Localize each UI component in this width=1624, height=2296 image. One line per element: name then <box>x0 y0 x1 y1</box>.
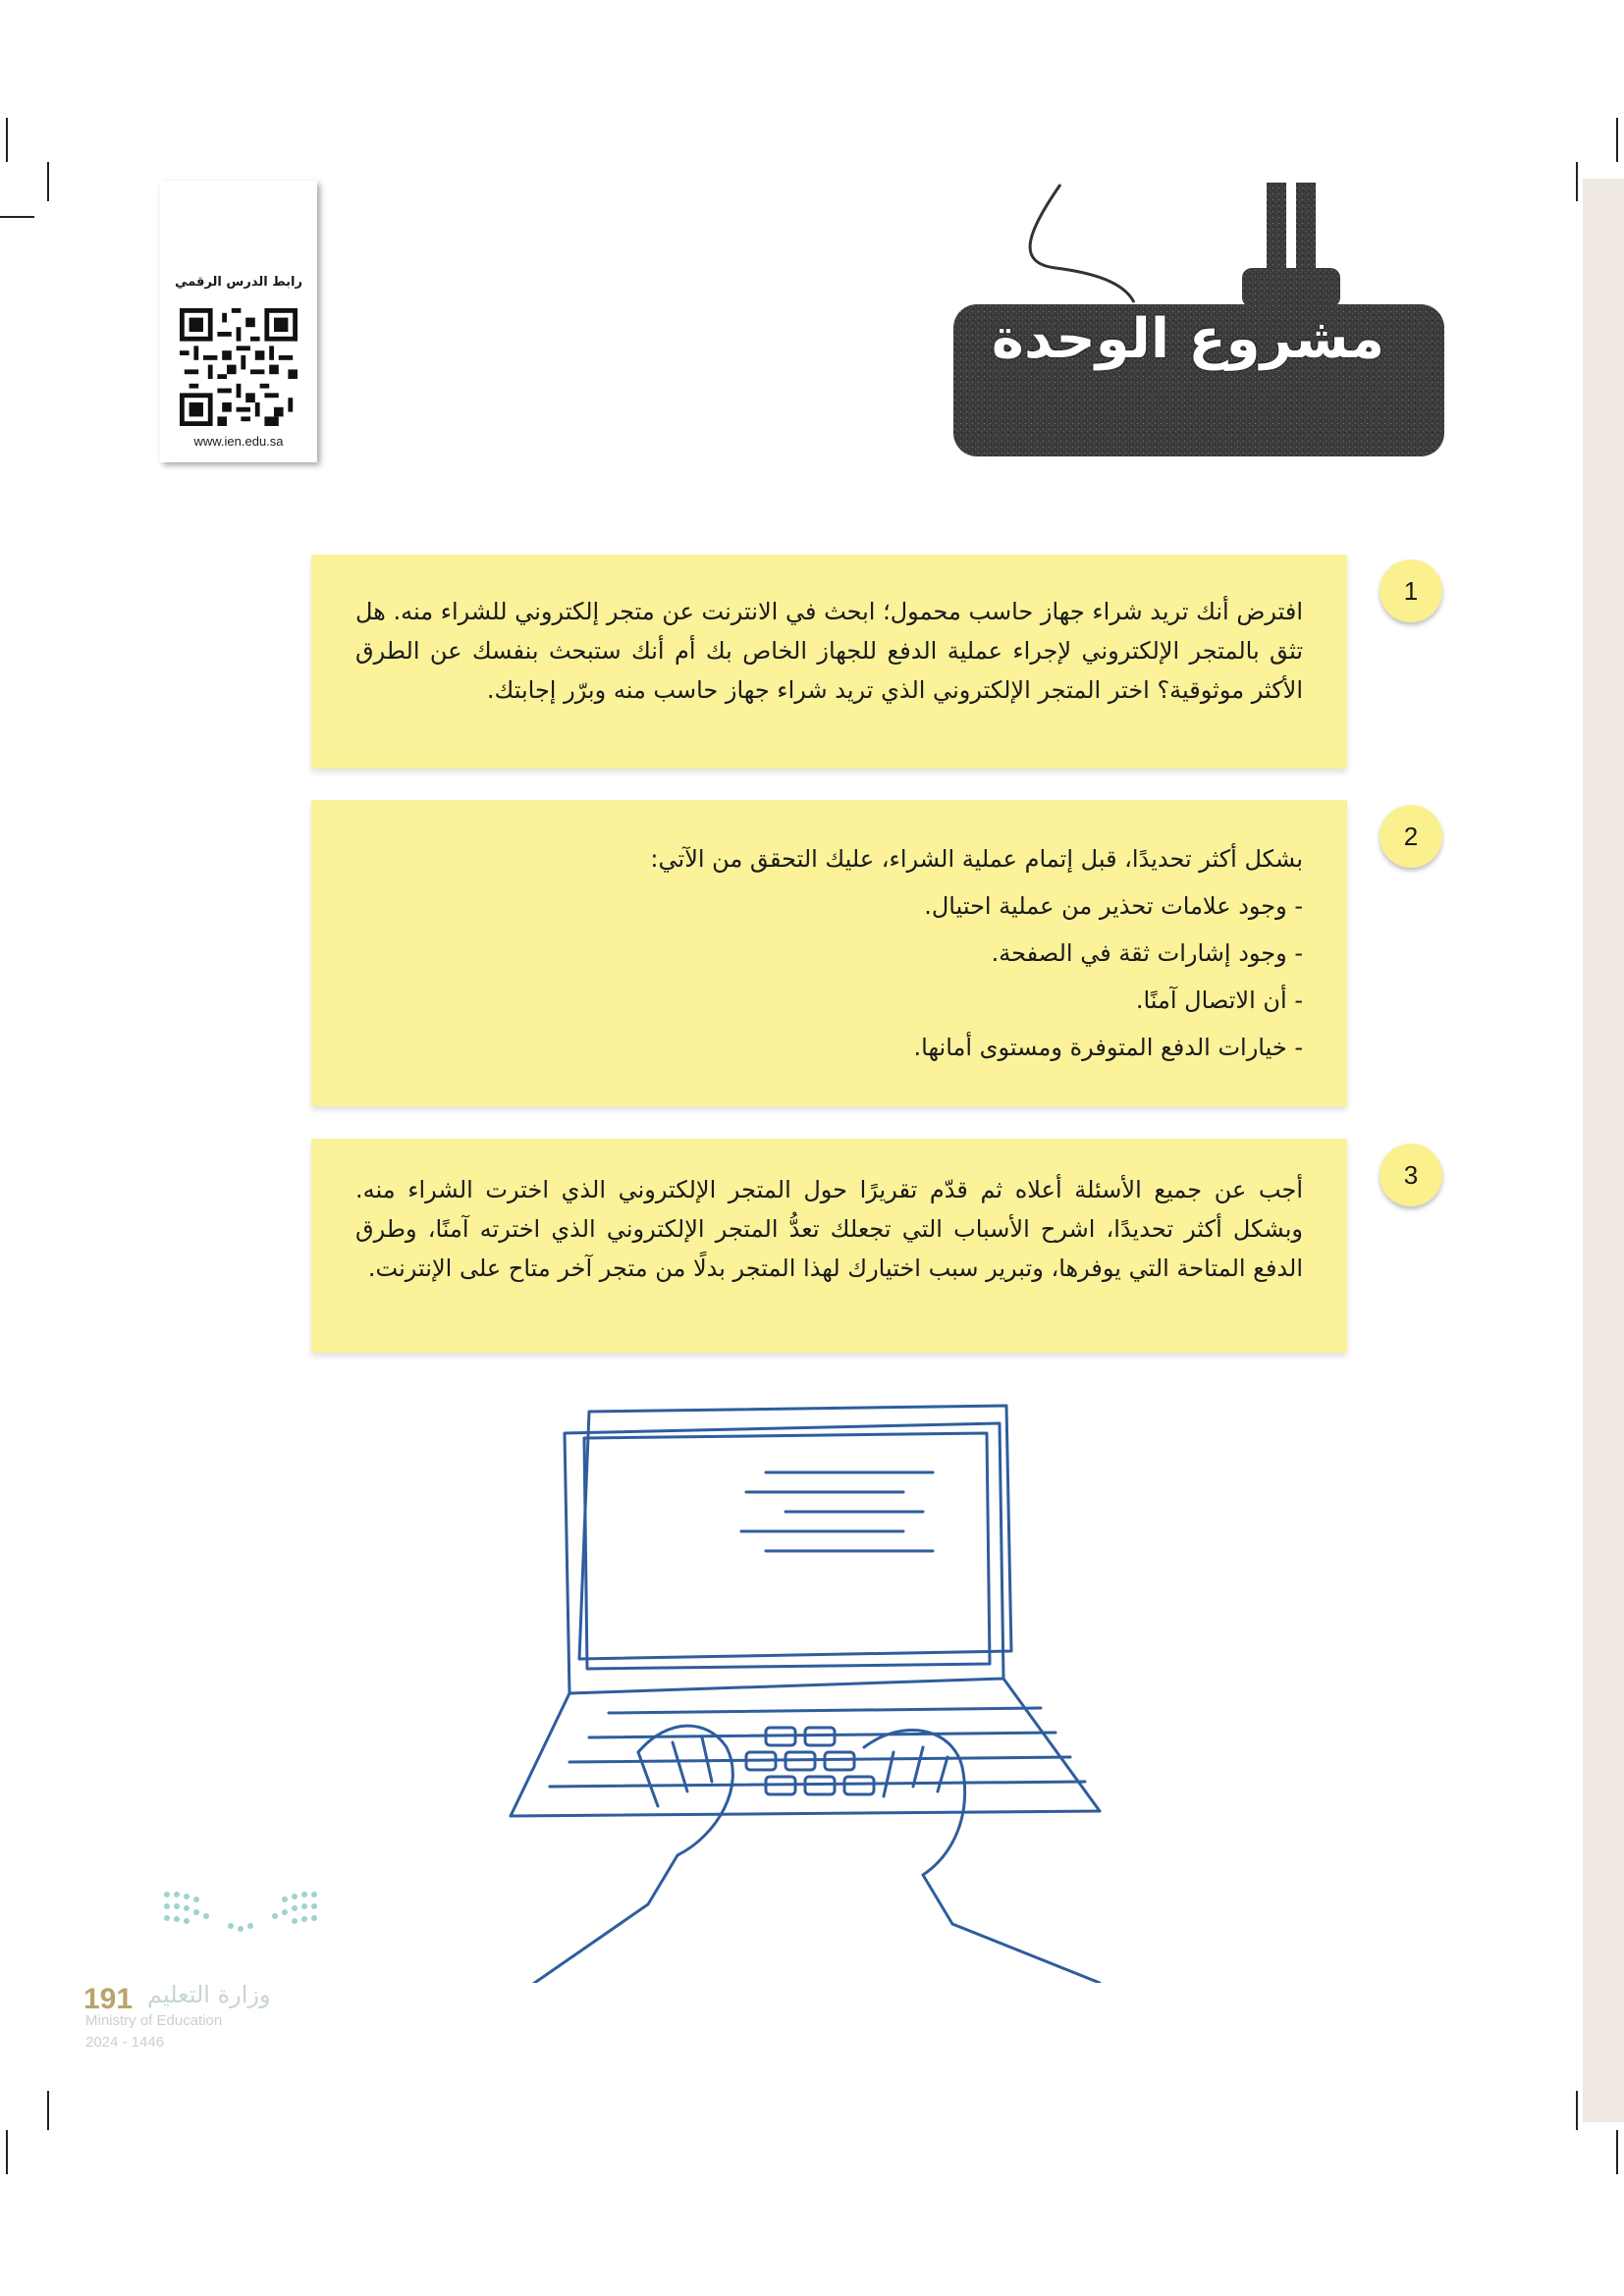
question-1-text: افترض أنك تريد شراء جهاز حاسب محمول؛ ابحث في الانترنت عن متجر إلكتروني للشراء منه. هل تثق بالمتجر الإلكتروني لإجراء عملية الدفع للجهاز الخاص بك أم أنك ستبحث بنفسك عن الطرق الأكثر موثوقية؟ اختر المتجر الإلكتروني الذي تريد شراء جهاز حاسب منه وبرّر إجابتك. <box>355 598 1303 704</box>
page-number: 191 <box>83 1983 134 2015</box>
question-2-list <box>355 886 1303 1067</box>
qr-code-icon[interactable] <box>180 308 298 426</box>
qr-title: رابط الدرس الرقمي <box>175 275 302 290</box>
question-number-badge: 3 <box>1380 1144 1442 1206</box>
unit-project-banner <box>947 175 1448 464</box>
question-box-2 <box>311 800 1347 1106</box>
ministry-name-arabic: وزارة التعليم <box>147 1981 271 2008</box>
crop-mark <box>1576 2091 1578 2130</box>
qr-url[interactable]: www.ien.edu.sa <box>193 434 284 449</box>
question-box-3 <box>311 1139 1347 1353</box>
list-item: - خيارات الدفع المتوفرة ومستوى أمانها. <box>913 1034 1303 1061</box>
crop-mark <box>47 2091 49 2130</box>
ministry-logo-icon <box>157 1885 324 1944</box>
laptop-typing-illustration <box>491 1394 1139 1983</box>
list-item: - وجود إشارات ثقة في الصفحة. <box>991 939 1303 967</box>
crop-mark <box>6 118 8 162</box>
crop-mark <box>1616 2130 1618 2174</box>
crop-mark <box>6 2130 8 2174</box>
side-strip <box>1583 179 1624 2122</box>
page-title: مشروع الوحدة <box>991 307 1385 371</box>
question-3-text: أجب عن جميع الأسئلة أعلاه ثم قدّم تقريرًا حول المتجر الإلكتروني الذي اخترت الشراء منه. وبشكل أكثر تحديدًا، اشرح الأسباب التي تجعلك تعدُّ المتجر الإلكتروني الذي اخترته آمنًا، وطرق الدفع المتاحة التي يوفرها، وتبرير سبب اختيارك لهذا المتجر بدلًا من متجر آخر متاح على الإنترنت. <box>355 1176 1303 1282</box>
qr-card[interactable] <box>160 181 317 462</box>
list-item: - وجود علامات تحذير من عملية احتيال. <box>924 892 1303 920</box>
crop-mark <box>1616 118 1618 162</box>
list-item: - أن الاتصال آمنًا. <box>1135 987 1303 1014</box>
question-2-intro: بشكل أكثر تحديدًا، قبل إتمام عملية الشراء، عليك التحقق من الآتي: <box>650 845 1303 873</box>
question-box-1 <box>311 555 1347 769</box>
question-number-badge: 2 <box>1380 805 1442 868</box>
ministry-name-english: Ministry of Education <box>85 2012 223 2029</box>
ministry-year: 2024 - 1446 <box>85 2034 165 2051</box>
crop-mark <box>0 216 34 218</box>
crop-mark <box>1576 162 1578 201</box>
crop-mark <box>47 162 49 201</box>
question-2-content <box>355 839 1303 1067</box>
question-number-badge: 1 <box>1380 560 1442 622</box>
